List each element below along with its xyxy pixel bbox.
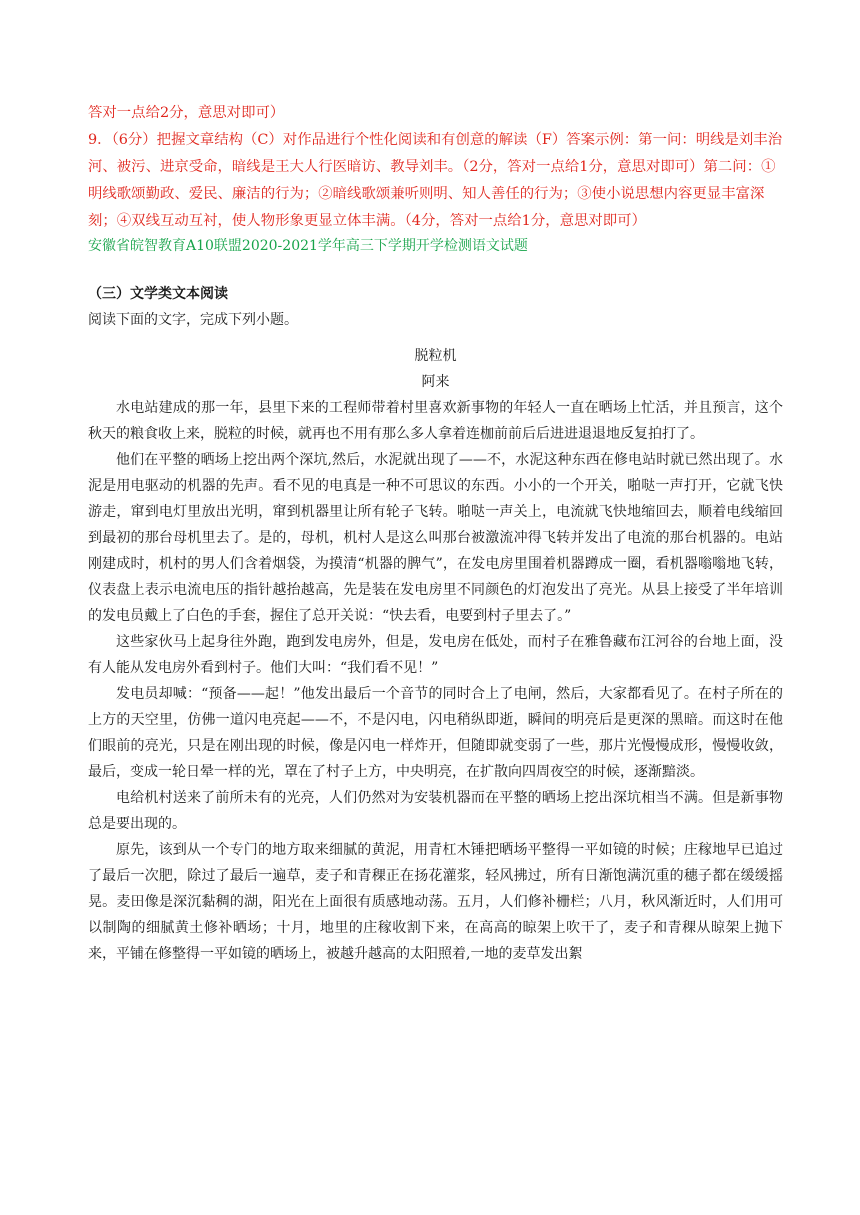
paragraph: 他们在平整的晒场上挖出两个深坑,然后，水泥就出现了——不，水泥这种东西在修电站时就已然出现了。水泥是用电驱动的机器的先声。看不见的电真是一种不可思议的东西。小小的一个开关，啪哒一声打开，它就飞快游走，窜到电灯里放出光明，窜到机器里让所有轮子飞转。啪哒一声关上，电流就飞快地缩回去，顺着电线缩回到最初的那台母机里去了。是的，母机，机村人是这么叫那台被激流冲得飞转并发出了电流的那台机器的。电站刚建成时，机村的男人们含着烟袋，为摸清“机器的脾气”，在发电房里围着机器蹲成一圈，看机器嗡嗡地飞转，仪表盘上表示电流电压的指针越抬越高，先是装在发电房里不同颜色的灯泡发出了亮光。从县上接受了半年培训的发电员戴上了白色的手套，握住了总开关说：“快去看，电要到村子里去了。” <box>88 452 783 624</box>
paragraph: 这些家伙马上起身往外跑，跑到发电房外，但是，发电房在低处，而村子在雅鲁藏布江河谷的台地上面，没有人能从发电房外看到村子。他们大叫：“我们看不见！” <box>88 634 783 676</box>
paragraph: 水电站建成的那一年，县里下来的工程师带着村里喜欢新事物的年轻人一直在晒场上忙活，并且预言，这个秋天的粮食收上来，脱粒的时候，就再也不用有那么多人拿着连枷前前后后进进退退地反复拍打了。 <box>88 400 783 442</box>
instruction: 阅读下面的文字，完成下列小题。 <box>88 312 298 328</box>
answer-line: 答对一点给2分，意思对即可） <box>88 105 285 121</box>
paragraph: 原先，该到从一个专门的地方取来细腻的黄泥，用青杠木锤把晒场平整得一平如镜的时候；庄稼地早已追过了最后一次肥，除过了最后一遍草，麦子和青稞正在扬花灌浆，轻风拂过，所有日渐饱满沉重的穗子都在缓缓摇晃。麦田像是深沉黏稠的湖，阳光在上面很有质感地动荡。五月，人们修补栅栏；八月，秋风渐近时，人们用可以制陶的细腻黄土修补晒场；十月，地里的庄稼收割下来，在高高的晾架上吹干了，麦子和青稞从晾架上抛下来，平铺在修整得一平如镜的晒场上，被越升越高的太阳照着,一地的麦草发出絮 <box>88 842 783 962</box>
paragraph: 电给机村送来了前所未有的光亮，人们仍然对为安装机器而在平整的晒场上挖出深坑相当不满。但是新事物总是要出现的。 <box>88 790 783 832</box>
answer-block <box>88 100 783 235</box>
section-title: （三）文学类文本阅读 <box>88 286 228 302</box>
question-9-answer: 9．（6分）把握文章结构（C）对作品进行个性化阅读和有创意的解读（F）答案示例：第一问：明线是刘丰治河、被污、进京受命，暗线是王大人行医暗访、教导刘丰。（2分，答对一点给1分，意思对即可）第二问：①明线歌颂勤政、爱民、廉洁的行为；②暗线歌颂兼听则明、知人善任的行为；③使小说思想内容更显丰富深刻；④双线互动互衬，使人物形象更显立体丰满。（4分，答对一点给1分，意思对即可） <box>88 132 783 229</box>
source-line: 安徽省皖智教育A10联盟2020-2021学年高三下学期开学检测语文试题 <box>88 238 528 254</box>
article-body <box>88 395 783 967</box>
paragraph: 发电员却喊：“预备——起！”他发出最后一个音节的同时合上了电闸，然后，大家都看见了。在村子所在的上方的天空里，仿佛一道闪电亮起——不，不是闪电，闪电稍纵即逝，瞬间的明亮后是更深的黑暗。而这时在他们眼前的亮光，只是在刚出现的时候，像是闪电一样炸开，但随即就变弱了一些，那片光慢慢成形，慢慢收敛，最后，变成一轮日晕一样的光，罩在了村子上方，中央明亮，在扩散向四周夜空的时候，逐渐黯淡。 <box>88 686 783 780</box>
article-title: 脱粒机 <box>414 348 457 364</box>
article-author: 阿来 <box>421 374 450 390</box>
document-page <box>88 100 783 967</box>
